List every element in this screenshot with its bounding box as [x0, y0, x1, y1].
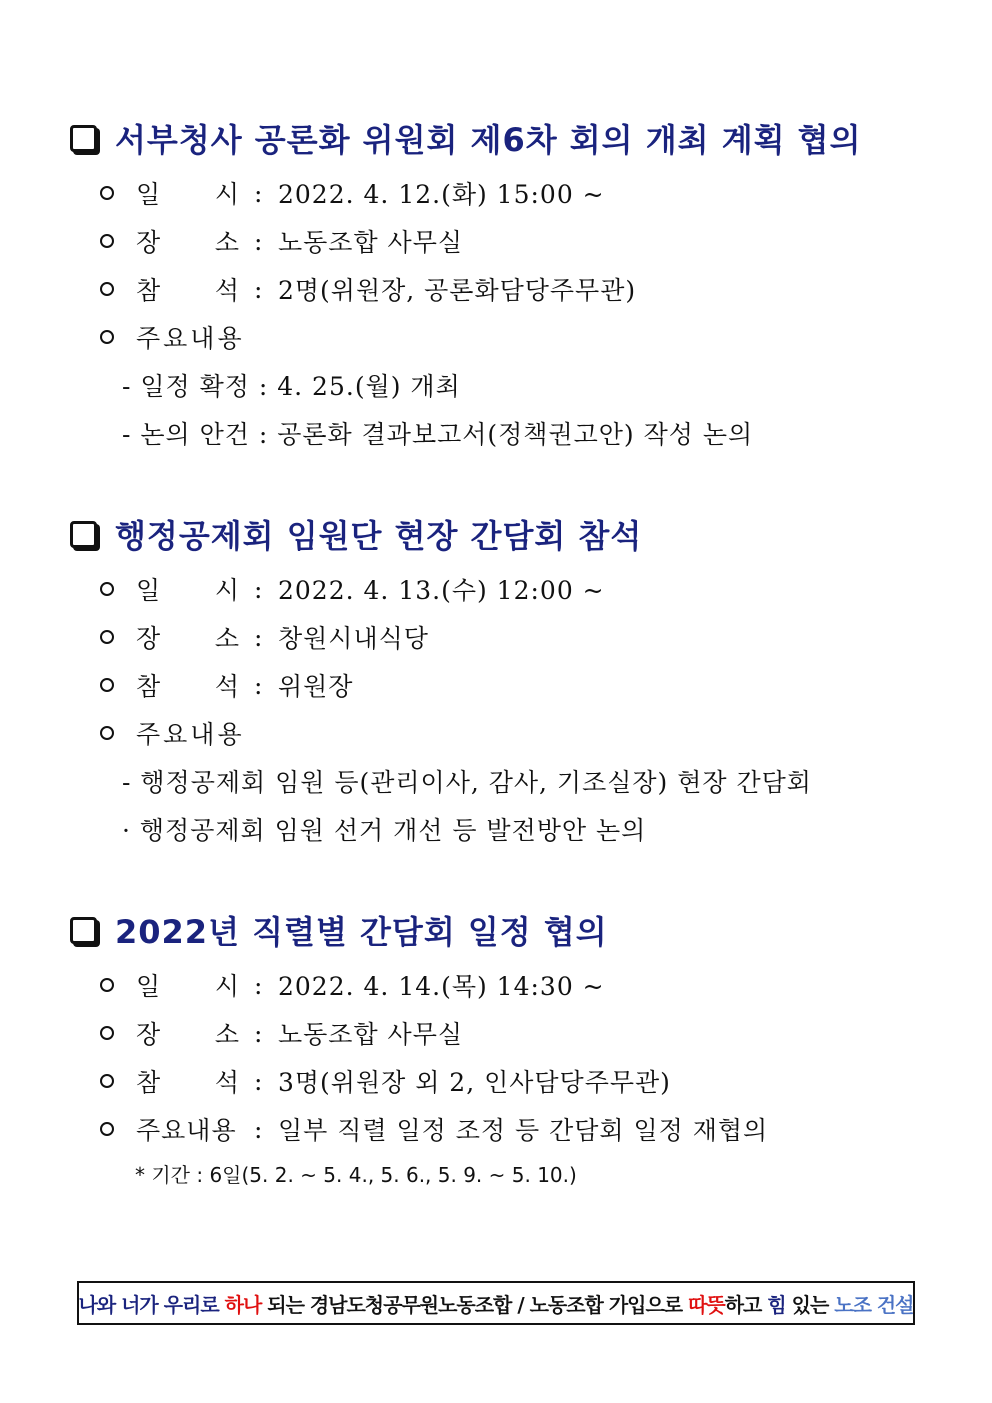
footer-slogan-part: 따뜻: [688, 1292, 725, 1317]
place-label: 장 소: [136, 228, 240, 257]
colon: :: [254, 670, 263, 700]
footer-slogan-part: 있는: [785, 1292, 835, 1317]
place-label: 장 소: [136, 624, 240, 653]
section-1-heading: [70, 115, 862, 161]
place-row: [100, 1015, 463, 1051]
section-title: 서부청사 공론화 위원회 제6차 회의 개최 계획 협의: [115, 121, 862, 159]
checkbox-square-icon: [70, 521, 97, 548]
colon: :: [254, 970, 263, 1000]
section-3-heading: [70, 907, 608, 953]
colon: :: [254, 226, 263, 256]
attend-row: [100, 271, 636, 307]
attend-value: 2명(위원장, 공론화담당주무관): [278, 276, 637, 305]
date-value: 2022. 4. 14.(목) 14:30 ~: [278, 972, 605, 1001]
circle-bullet-icon: [100, 1026, 114, 1040]
date-row: [100, 967, 605, 1003]
sub-item: - 논의 안건 : 공론화 결과보고서(정책권고안) 작성 논의: [122, 420, 754, 449]
circle-bullet-icon: [100, 630, 114, 644]
colon: :: [254, 1018, 263, 1048]
circle-bullet-icon: [100, 186, 114, 200]
checkbox-square-icon: [70, 125, 97, 152]
footer-slogan-part: 하나: [224, 1292, 262, 1317]
footer-slogan-part: 나와 너가 우리로: [78, 1292, 225, 1317]
section-title: 행정공제회 임원단 현장 간담회 참석: [115, 517, 643, 555]
attend-label: 참 석: [136, 276, 240, 305]
place-value: 노동조합 사무실: [278, 1020, 463, 1049]
colon: :: [254, 1066, 263, 1096]
content-label: 주요내용: [136, 1116, 237, 1145]
attend-row: [100, 1063, 671, 1099]
attend-value: 위원장: [278, 672, 354, 701]
circle-bullet-icon: [100, 678, 114, 692]
circle-bullet-icon: [100, 978, 114, 992]
circle-bullet-icon: [100, 1074, 114, 1088]
attend-label: 참 석: [136, 672, 240, 701]
attend-value: 3명(위원장 외 2, 인사담당주무관): [278, 1068, 671, 1097]
colon: :: [254, 574, 263, 604]
date-row: [100, 175, 605, 211]
date-value: 2022. 4. 13.(수) 12:00 ~: [278, 576, 605, 605]
circle-bullet-icon: [100, 582, 114, 596]
content-row: [100, 319, 245, 355]
date-value: 2022. 4. 12.(화) 15:00 ~: [278, 180, 605, 209]
date-label: 일 시: [136, 180, 240, 209]
place-row: [100, 619, 429, 655]
content-row: [100, 715, 245, 751]
sub-item: · 행정공제회 임원 선거 개선 등 발전방안 논의: [122, 816, 647, 845]
footer-slogan-part: 하고: [724, 1292, 768, 1317]
attend-label: 참 석: [136, 1068, 240, 1097]
footer-slogan-part: 힘: [767, 1292, 786, 1317]
content-value: 일부 직렬 일정 조정 등 간담회 일정 재협의: [278, 1116, 769, 1145]
sub-item: - 일정 확정 : 4. 25.(월) 개최: [122, 372, 461, 401]
place-value: 노동조합 사무실: [278, 228, 463, 257]
sub-item: - 행정공제회 임원 등(관리이사, 감사, 기조실장) 현장 간담회: [122, 768, 812, 797]
footer-slogan-text: [79, 1289, 914, 1318]
footer-slogan: [77, 1281, 915, 1325]
date-label: 일 시: [136, 576, 240, 605]
date-label: 일 시: [136, 972, 240, 1001]
place-label: 장 소: [136, 1020, 240, 1049]
circle-bullet-icon: [100, 1122, 114, 1136]
circle-bullet-icon: [100, 234, 114, 248]
circle-bullet-icon: [100, 282, 114, 296]
circle-bullet-icon: [100, 330, 114, 344]
colon: :: [254, 178, 263, 208]
colon: :: [254, 274, 263, 304]
section-2-heading: [70, 511, 642, 557]
attend-row: [100, 667, 353, 703]
footer-slogan-part: 되는 경남도청공무원노동조합 / 노동조합 가입으로: [261, 1292, 689, 1317]
content-label: 주요내용: [136, 720, 245, 749]
place-row: [100, 223, 463, 259]
footer-slogan-part: 노조 건설: [834, 1292, 914, 1317]
checkbox-square-icon: [70, 917, 97, 944]
content-row: [100, 1111, 768, 1147]
place-value: 창원시내식당: [278, 624, 429, 653]
content-label: 주요내용: [136, 324, 245, 353]
section-title: 2022년 직렬별 간담회 일정 협의: [115, 913, 608, 951]
colon: :: [254, 1114, 263, 1144]
date-row: [100, 571, 605, 607]
circle-bullet-icon: [100, 726, 114, 740]
period-note: * 기간 : 6일(5. 2. ~ 5. 4., 5. 6., 5. 9. ~ 5. 10.): [135, 1163, 577, 1187]
colon: :: [254, 622, 263, 652]
